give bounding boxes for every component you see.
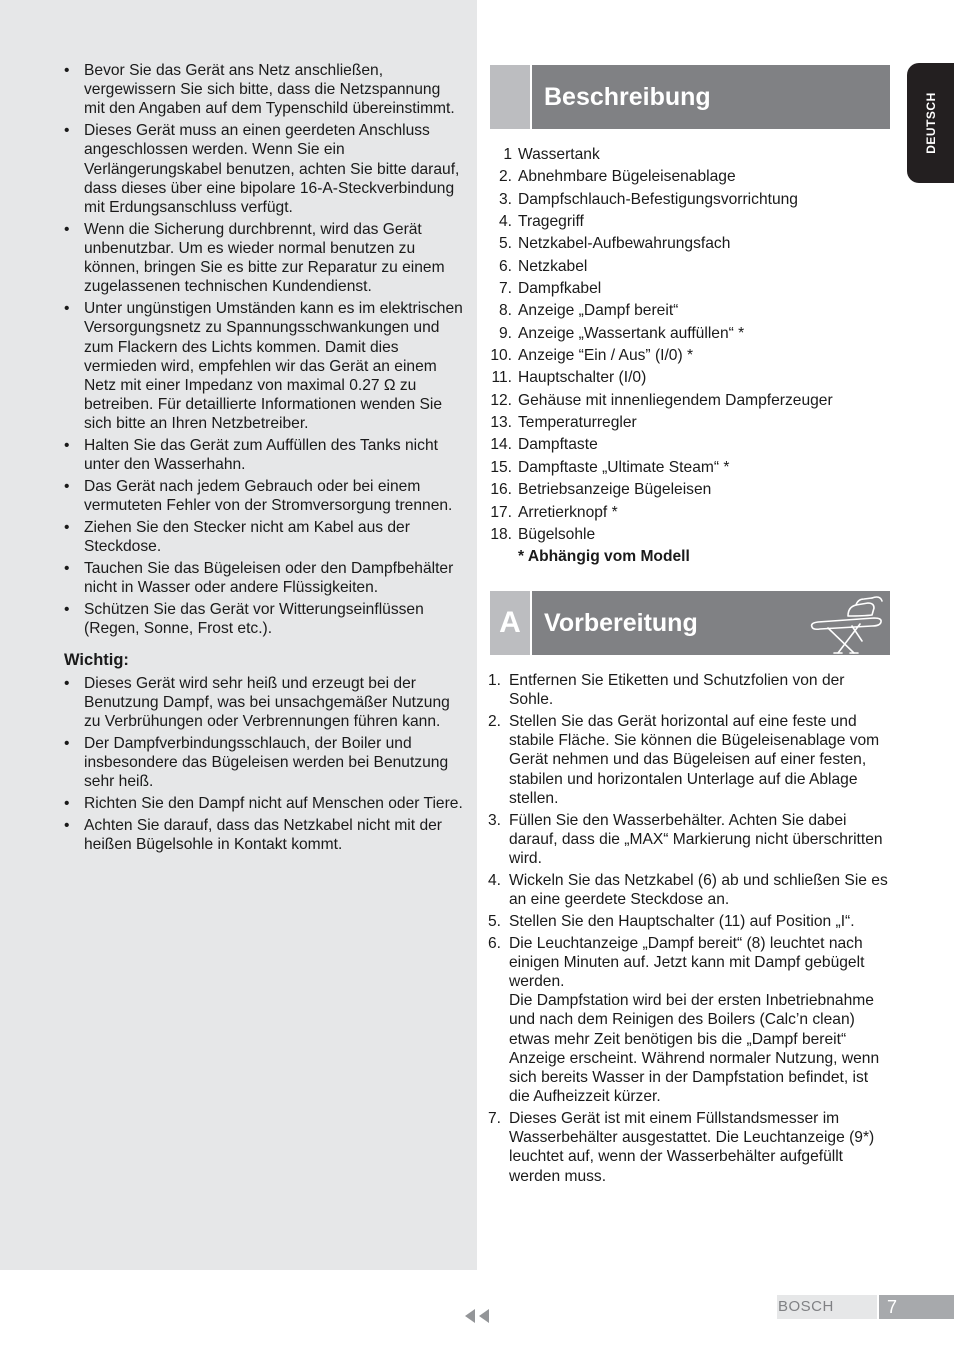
- wichtig-bullet-list: [64, 674, 464, 855]
- step-text: Entfernen Sie Etiketten und Schutzfolien von der Sohle.: [509, 672, 845, 709]
- step-text: Stellen Sie den Hauptschalter (11) auf Position „I“.: [509, 912, 855, 930]
- safety-notes: [64, 61, 464, 857]
- wichtig-heading: Wichtig:: [64, 650, 129, 669]
- list-item: • Halten Sie das Gerät zum Auffüllen des Tanks nicht unter den Wasserhahn.: [64, 436, 464, 474]
- list-item: [488, 934, 892, 1107]
- step-extra-text: Die Dampfstation wird bei der ersten Inbetriebnahme und nach dem Reinigen des Boilers (Calc’n clean) etwas mehr Zeit benötigen bis die „Dampf bereit“ Anzeige erscheint. Während normaler Nutzung, wenn sich bereits Wasser in der Dampfstation befindet, ist die Aufheizzeit kürzer.: [509, 992, 880, 1106]
- safety-bullet-list: [64, 61, 464, 639]
- list-item: [488, 300, 898, 322]
- list-item: [488, 412, 898, 434]
- model-note: * Abhängig vom Modell: [518, 548, 690, 566]
- list-item: [488, 912, 892, 931]
- section-title: Vorbereitung: [544, 609, 698, 637]
- item-number: 1: [503, 146, 512, 163]
- beschreibung-header: [490, 65, 890, 129]
- item-number: 10.: [490, 347, 512, 365]
- item-label: Arretierknopf *: [518, 503, 618, 521]
- item-number: 4.: [498, 213, 512, 231]
- list-item: • Ziehen Sie den Stecker nicht am Kabel aus der Steckdose.: [64, 518, 464, 556]
- list-item: [488, 502, 898, 524]
- item-number: 9.: [498, 324, 512, 342]
- item-number: 8.: [498, 302, 512, 320]
- list-item: • Schützen Sie das Gerät vor Witterungseinflüssen (Regen, Sonne, Frost etc.).: [64, 600, 464, 638]
- parts-list: [488, 144, 898, 569]
- list-item: [488, 871, 892, 909]
- list-item: [488, 166, 898, 188]
- item-label: Wassertank: [518, 146, 600, 163]
- item-label: Temperaturregler: [518, 414, 637, 432]
- list-item: • Das Gerät nach jedem Gebrauch oder bei einem vermuteten Fehler von der Stromversorgung trennen.: [64, 477, 464, 515]
- header-divider: [530, 591, 532, 655]
- list-item: • Unter ungünstigen Umständen kann es im elektrischen Versorgungsnetz zu Spannungsschwankungen und zum Flackern des Lichts kommen. Damit dies vermieden wird, empfehlen wir das Gerät an einem Netz mit einer Impedanz von maximal 0.27 Ω zu betreiben. Für detaillierte Informationen wenden Sie sich bitte an Ihren Netzbetreiber.: [64, 299, 464, 433]
- language-tab: [907, 63, 954, 183]
- step-text: Dieses Gerät ist mit einem Füllstandsmesser im Wasserbehälter ausgestattet. Die Leuchtanzeige (9*) leuchtet auf, wenn der Wasserbehälter aufgefüllt werden muss.: [509, 1110, 875, 1185]
- item-label: Anzeige “Ein / Aus” (I/0) *: [518, 347, 694, 365]
- list-item: [488, 144, 898, 166]
- item-label: Anzeige „Dampf bereit“: [518, 302, 679, 320]
- item-number: 5.: [498, 235, 512, 253]
- header-divider: [530, 65, 532, 129]
- item-number: 13.: [490, 414, 512, 432]
- item-label: Netzkabel: [518, 257, 588, 275]
- step-number: 7.: [488, 1110, 502, 1128]
- step-number: 5.: [488, 912, 502, 930]
- item-label: Abnehmbare Bügeleisenablage: [518, 168, 736, 186]
- item-label: Dampfkabel: [518, 280, 602, 298]
- item-number: 2.: [498, 168, 512, 186]
- step-text: Stellen Sie das Gerät horizontal auf eine feste und stabile Fläche. Sie können die Bügeleisenablage vom Gerät nehmen und das Bügeleisen auf einer festen, stabilen und horizontalen Unterlage auf die Ablage stellen.: [509, 713, 880, 807]
- step-number: 4.: [488, 871, 502, 889]
- step-number: 3.: [488, 811, 502, 829]
- list-item: • Achten Sie darauf, dass das Netzkabel nicht mit der heißen Bügelsohle in Kontakt kommt.: [64, 816, 464, 854]
- item-label: Dampftaste: [518, 436, 598, 454]
- list-item: • Bevor Sie das Gerät ans Netz anschließen, vergewissern Sie sich bitte, dass die Netzspannung mit den Angaben auf dem Typenschild übereinstimmt.: [64, 61, 464, 119]
- item-number: 12.: [490, 391, 512, 409]
- item-number: 15.: [490, 458, 512, 476]
- item-label: Bügelsohle: [518, 525, 596, 543]
- preparation-steps: [488, 671, 892, 1188]
- list-item: [488, 479, 898, 501]
- list-item: [488, 1109, 892, 1186]
- list-item: [488, 233, 898, 255]
- list-item: [488, 434, 898, 456]
- list-item: [488, 367, 898, 389]
- list-item: [488, 457, 898, 479]
- list-item: [488, 323, 898, 345]
- item-number: 6.: [498, 257, 512, 275]
- item-label: Gehäuse mit innenliegendem Dampferzeuger: [518, 391, 833, 409]
- item-label: Netzkabel-Aufbewahrungsfach: [518, 235, 731, 253]
- list-item: [488, 278, 898, 300]
- step-number: 1.: [488, 672, 502, 689]
- list-item: [488, 211, 898, 233]
- step-number: 6.: [488, 934, 502, 952]
- item-number: 18.: [490, 525, 512, 543]
- step-text: Wickeln Sie das Netzkabel (6) ab und schließen Sie es an eine geerdete Steckdose an.: [509, 871, 888, 909]
- language-label: DEUTSCH: [923, 92, 938, 154]
- list-item: • Dieses Gerät muss an einen geerdeten Anschluss angeschlossen werden. Wenn Sie ein Verlängerungskabel benutzen, achten Sie bitte darauf, dass dieses über eine bipolare 16-A-Steckverbindung mit Erdungsanschluss verfügt.: [64, 121, 464, 217]
- item-number: 11.: [491, 369, 512, 387]
- item-number: 17.: [490, 503, 512, 521]
- page-number: 7: [887, 1297, 898, 1317]
- back-arrows-icon[interactable]: [463, 1307, 493, 1325]
- list-item: [488, 345, 898, 367]
- item-label: Dampftaste „Ultimate Steam“ *: [518, 458, 730, 476]
- step-number: 2.: [488, 713, 502, 730]
- list-item: [488, 671, 892, 709]
- item-label: Betriebsanzeige Bügeleisen: [518, 481, 712, 499]
- item-label: Dampfschlauch-Befestigungsvorrichtung: [518, 190, 798, 208]
- list-item: [488, 390, 898, 412]
- list-item: • Der Dampfverbindungsschlauch, der Boiler und insbesondere das Bügeleisen werden bei Benutzung sehr heiß.: [64, 734, 464, 792]
- item-label: Hauptschalter (I/0): [518, 369, 647, 387]
- section-title: Beschreibung: [544, 83, 711, 111]
- section-tab: [490, 65, 530, 129]
- list-item: [488, 189, 898, 211]
- item-label: Tragegriff: [518, 213, 584, 231]
- item-number: 14.: [490, 436, 512, 454]
- step-text: Die Leuchtanzeige „Dampf bereit“ (8) leuchtet nach einigen Minuten auf. Jetzt kann mit Dampf gebügelt werden.: [509, 934, 865, 991]
- page-number-badge: [879, 1295, 954, 1319]
- vorbereitung-header: [490, 591, 890, 655]
- list-item: [488, 524, 898, 546]
- list-item: [488, 712, 892, 808]
- item-number: 3.: [498, 190, 512, 208]
- list-item: [488, 811, 892, 869]
- brand-label: BOSCH: [778, 1298, 834, 1315]
- item-number: 16.: [490, 481, 512, 499]
- list-item: • Richten Sie den Dampf nicht auf Menschen oder Tiere.: [64, 794, 464, 813]
- list-item: [488, 256, 898, 278]
- item-number: 7.: [498, 280, 512, 298]
- ironing-board-icon: [808, 593, 884, 655]
- section-letter: A: [499, 606, 521, 639]
- list-item: • Tauchen Sie das Bügeleisen oder den Dampfbehälter nicht in Wasser oder andere Flüssigkeiten.: [64, 559, 464, 597]
- footer-brand: [777, 1295, 877, 1319]
- item-label: Anzeige „Wassertank auffüllen“ *: [518, 324, 745, 342]
- list-item: • Dieses Gerät wird sehr heiß und erzeugt bei der Benutzung Dampf, was bei unsachgemäßer Nutzung zu Verbrühungen oder Verbrennungen führen kann.: [64, 674, 464, 732]
- step-text: Füllen Sie den Wasserbehälter. Achten Sie dabei darauf, dass die „MAX“ Markierung nicht überschritten wird.: [509, 811, 883, 868]
- list-item: • Wenn die Sicherung durchbrennt, wird das Gerät unbenutzbar. Um es wieder normal benutzen zu können, bringen Sie es bitte zur Reparatur zu einem zugelassenen technischen Kundendienst.: [64, 220, 464, 297]
